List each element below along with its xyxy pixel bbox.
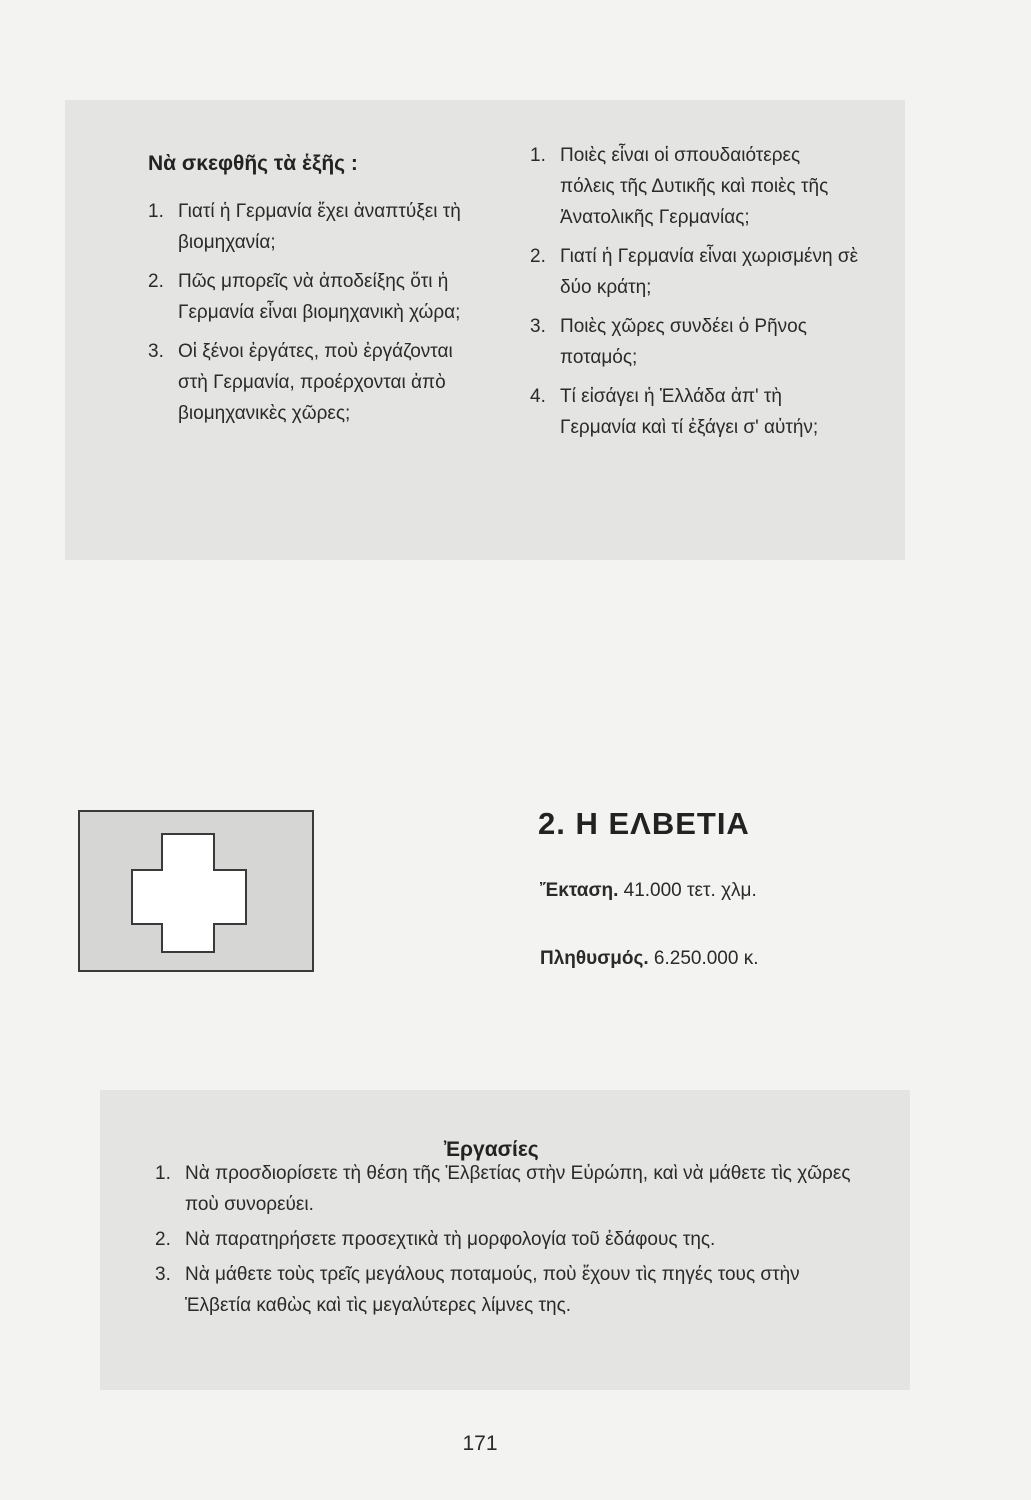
list-item: 3. Οἱ ξένοι ἐργάτες, ποὺ ἐργάζονται στὴ Γερμανία, προέρχονται ἀπὸ βιομηχανικὲς χῶρες; xyxy=(148,341,453,424)
list-item: 1. Γιατί ἡ Γερμανία ἔχει ἀναπτύξει τὴ βιομηχανία; xyxy=(148,201,461,253)
tasks-heading: Ἐργασίες xyxy=(444,1138,539,1161)
left-question-list xyxy=(148,196,468,437)
swiss-flag-icon xyxy=(78,810,314,972)
list-item: 2. Νὰ παρατηρήσετε προσεχτικὰ τὴ μορφολογία τοῦ ἐδάφους της. xyxy=(155,1229,716,1250)
list-item: 4. Τί εἰσάγει ἡ Ἑλλάδα ἀπ' τὴ Γερμανία καὶ τί ἐξάγει σ' αὐτήν; xyxy=(530,386,819,438)
list-item: 2. Γιατί ἡ Γερμανία εἶναι χωρισμένη σὲ δύο κράτη; xyxy=(530,246,859,298)
list-item: 3. Ποιὲς χῶρες συνδέει ὁ Ρῆνος ποταμός; xyxy=(530,316,807,368)
population-label: Πληθυσμός. xyxy=(540,948,649,969)
list-item: 3. Νὰ μάθετε τοὺς τρεῖς μεγάλους ποταμούς, ποὺ ἔχουν τὶς πηγές τους στὴν Ἑλβετία καθὼς καὶ τὶς μεγαλύτερες λίμνες της. xyxy=(155,1264,800,1316)
think-heading: Νὰ σκεφθῆς τὰ ἑξῆς : xyxy=(148,152,358,175)
list-item: 2. Πῶς μπορεῖς νὰ ἀποδείξης ὅτι ἡ Γερμανία εἶναι βιομηχανικὴ χώρα; xyxy=(148,271,461,323)
area-fact xyxy=(540,880,757,902)
right-question-list xyxy=(530,140,860,451)
country-title: 2. Η ΕΛΒΕΤΙΑ xyxy=(538,806,750,841)
page-number: 171 xyxy=(462,1432,498,1455)
population-fact xyxy=(540,948,759,970)
population-value: 6.250.000 κ. xyxy=(653,948,759,969)
list-item: 1. Ποιὲς εἶναι οἱ σπουδαιότερες πόλεις τῆς Δυτικῆς καὶ ποιὲς τῆς Ἀνατολικῆς Γερμανίας; xyxy=(530,145,829,228)
tasks-list xyxy=(155,1158,855,1325)
list-item: 1. Νὰ προσδιορίσετε τὴ θέση τῆς Ἑλβετίας στὴν Εὐρώπη, καὶ νὰ μάθετε τὶς χῶρες ποὺ συνορεύει. xyxy=(155,1163,851,1215)
area-label: Ἔκταση. xyxy=(540,880,619,901)
flag-cross xyxy=(80,812,312,970)
area-value: 41.000 τετ. χλμ. xyxy=(623,880,757,901)
